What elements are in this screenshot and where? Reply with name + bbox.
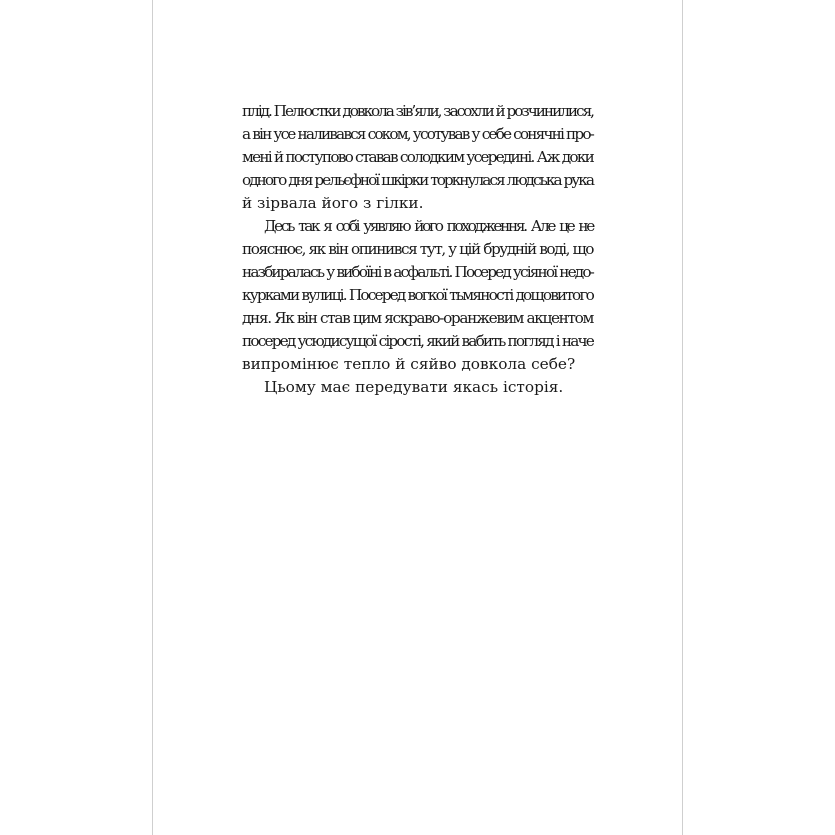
paragraph xyxy=(242,100,593,215)
text-line: пояснює, як він опинився тут, у цій брудній воді, що xyxy=(242,240,593,258)
text-line: курками вулиці. Посеред вогкої тьмяності дощовитого xyxy=(242,286,593,304)
text-line: Цьому має передувати якась історія. xyxy=(264,378,564,396)
text-line: посеред усюдисущої сірості, який вабить погляд і наче xyxy=(242,332,593,350)
text-line: Десь так я собі уявляю його походження. Але це не xyxy=(264,217,593,235)
text-line: мені й поступово ставав солодким усередині. Аж доки xyxy=(242,148,593,166)
text-line: дня. Як він став цим яскраво-оранжевим акцентом xyxy=(242,309,593,327)
body-text xyxy=(242,100,593,399)
paragraph xyxy=(242,376,593,399)
text-line: назбиралась у вибоїні в асфальті. Посеред усіяної недо- xyxy=(242,263,593,281)
text-line: плід. Пелюстки довкола зів’яли, засохли й розчинилися, xyxy=(242,102,593,120)
text-line: й зірвала його з гілки. xyxy=(242,194,424,212)
text-line: а він усе наливався соком, усотував у себе сонячні про- xyxy=(242,125,593,143)
paragraph xyxy=(242,215,593,376)
text-line: випромінює тепло й сяйво довкола себе? xyxy=(242,355,576,373)
text-line: одного дня рельєфної шкірки торкнулася людська рука xyxy=(242,171,593,189)
book-page xyxy=(152,0,683,835)
